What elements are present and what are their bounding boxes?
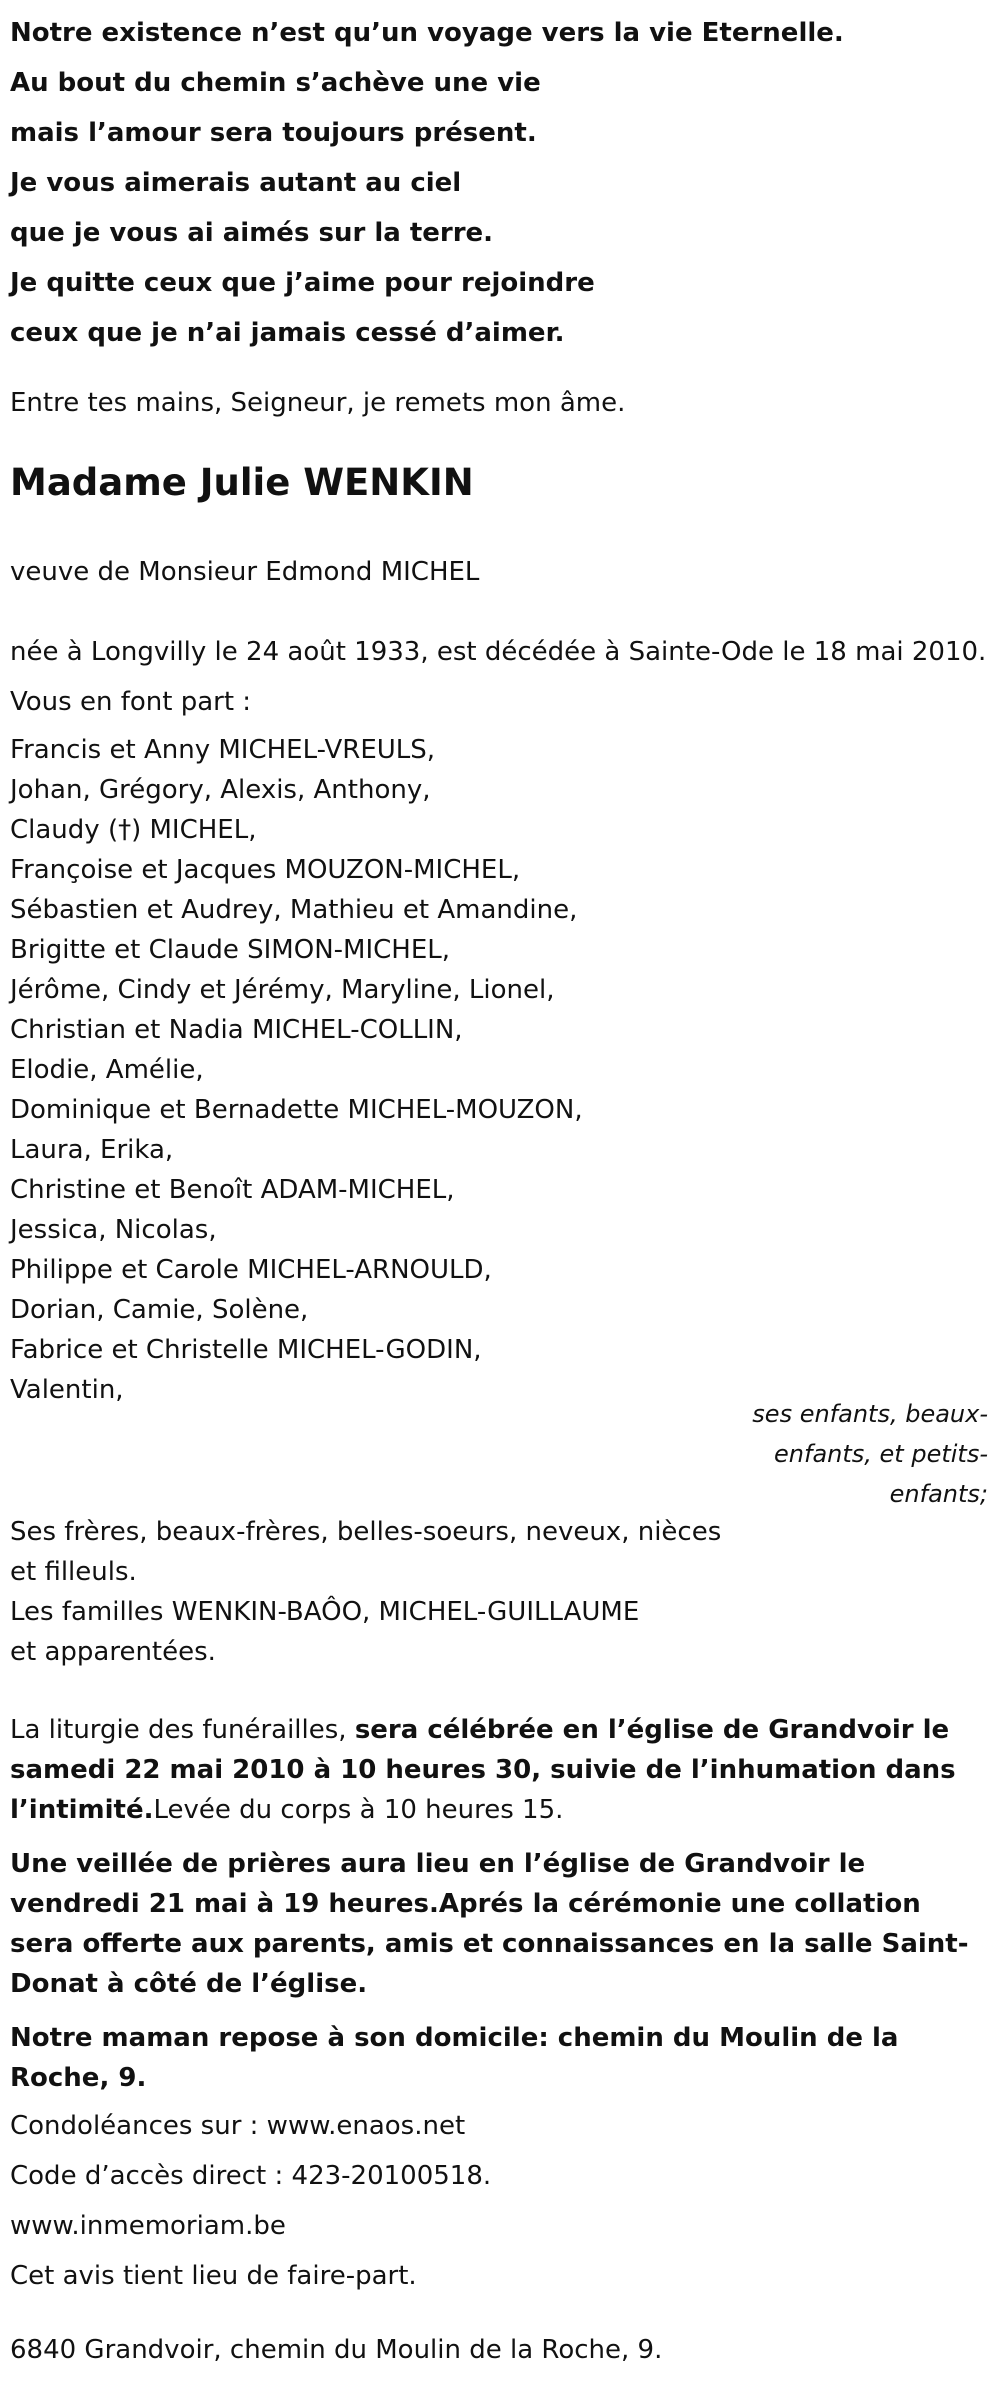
family-role: ses enfants, beaux-enfants, et petits-enfants;	[752, 1400, 988, 1508]
others-line: et filleuls.	[10, 1557, 137, 1587]
birth-death: née à Longvilly le 24 août 1933, est décédée à Sainte-Ode le 18 mai 2010.	[10, 637, 987, 667]
notice: Cet avis tient lieu de faire-part.	[10, 2261, 417, 2291]
poem-line: Je quitte ceux que j’aime pour rejoindre	[10, 268, 595, 298]
family-line: Brigitte et Claude SIMON-MICHEL,	[10, 935, 451, 965]
family-line: Dorian, Camie, Solène,	[10, 1295, 309, 1325]
poem	[10, 8, 844, 358]
funeral-details	[10, 1710, 988, 1830]
family-line: Jérôme, Cindy et Jérémy, Maryline, Lionel,	[10, 975, 555, 1005]
access-code: Code d’accès direct : 423-20100518.	[10, 2161, 492, 2191]
family-line: Dominique et Bernadette MICHEL-MOUZON,	[10, 1095, 583, 1125]
funeral-outro: Levée du corps à 10 heures 15.	[153, 1795, 564, 1825]
others-line: Ses frères, beaux-frères, belles-soeurs, neveux, nièces	[10, 1517, 722, 1547]
family-line: Valentin,	[10, 1375, 124, 1405]
other-relatives	[10, 1512, 988, 1672]
family-line: Laura, Erika,	[10, 1135, 174, 1165]
family-line: Jessica, Nicolas,	[10, 1215, 217, 1245]
poem-line: mais l’amour sera toujours présent.	[10, 118, 537, 148]
family-line: Claudy (†) MICHEL,	[10, 815, 257, 845]
family-line: Fabrice et Christelle MICHEL-GODIN,	[10, 1335, 482, 1365]
poem-line: Au bout du chemin s’achève une vie	[10, 68, 541, 98]
family-line: Françoise et Jacques MOUZON-MICHEL,	[10, 855, 521, 885]
funeral-bold: sera célébrée en l’église de Grandvoir le samedi 22 mai 2010 à 10 heures 30, suivie de l’inhumation dans l’intimité.	[10, 1715, 956, 1825]
family-line: Johan, Grégory, Alexis, Anthony,	[10, 775, 431, 805]
others-line: Les familles WENKIN-BAÔO, MICHEL-GUILLAUME	[10, 1597, 640, 1627]
announce: Vous en font part :	[10, 687, 252, 717]
funeral-intro: La liturgie des funérailles,	[10, 1715, 355, 1745]
family-line: Christine et Benoît ADAM-MICHEL,	[10, 1175, 455, 1205]
family-line: Sébastien et Audrey, Mathieu et Amandine,	[10, 895, 578, 925]
poem-line: Je vous aimerais autant au ciel	[10, 168, 462, 198]
family-line: Christian et Nadia MICHEL-COLLIN,	[10, 1015, 463, 1045]
poem-line: Notre existence n’est qu’un voyage vers la vie Eternelle.	[10, 18, 844, 48]
others-line: et apparentées.	[10, 1637, 216, 1667]
poem-line: que je vous ai aimés sur la terre.	[10, 218, 494, 248]
family-line: Francis et Anny MICHEL-VREULS,	[10, 735, 436, 765]
website: www.inmemoriam.be	[10, 2211, 286, 2241]
widow-of: veuve de Monsieur Edmond MICHEL	[10, 557, 480, 587]
prayer: Entre tes mains, Seigneur, je remets mon âme.	[10, 388, 626, 418]
resting-place: Notre maman repose à son domicile: chemin du Moulin de la Roche, 9.	[10, 2023, 899, 2093]
condolences: Condoléances sur : www.enaos.net	[10, 2111, 466, 2141]
family-list	[10, 730, 988, 1410]
family-line: Philippe et Carole MICHEL-ARNOULD,	[10, 1255, 492, 1285]
deceased-name: Madame Julie WENKIN	[10, 461, 474, 504]
family-line: Elodie, Amélie,	[10, 1055, 204, 1085]
vigil-details: Une veillée de prières aura lieu en l’église de Grandvoir le vendredi 21 mai à 19 heures.Aprés la cérémonie une collation sera offerte aux parents, amis et connaissances en la salle Saint-Donat à côté de l’église.	[10, 1849, 969, 1999]
poem-line: ceux que je n’ai jamais cessé d’aimer.	[10, 318, 565, 348]
address: 6840 Grandvoir, chemin du Moulin de la Roche, 9.	[10, 2335, 663, 2365]
